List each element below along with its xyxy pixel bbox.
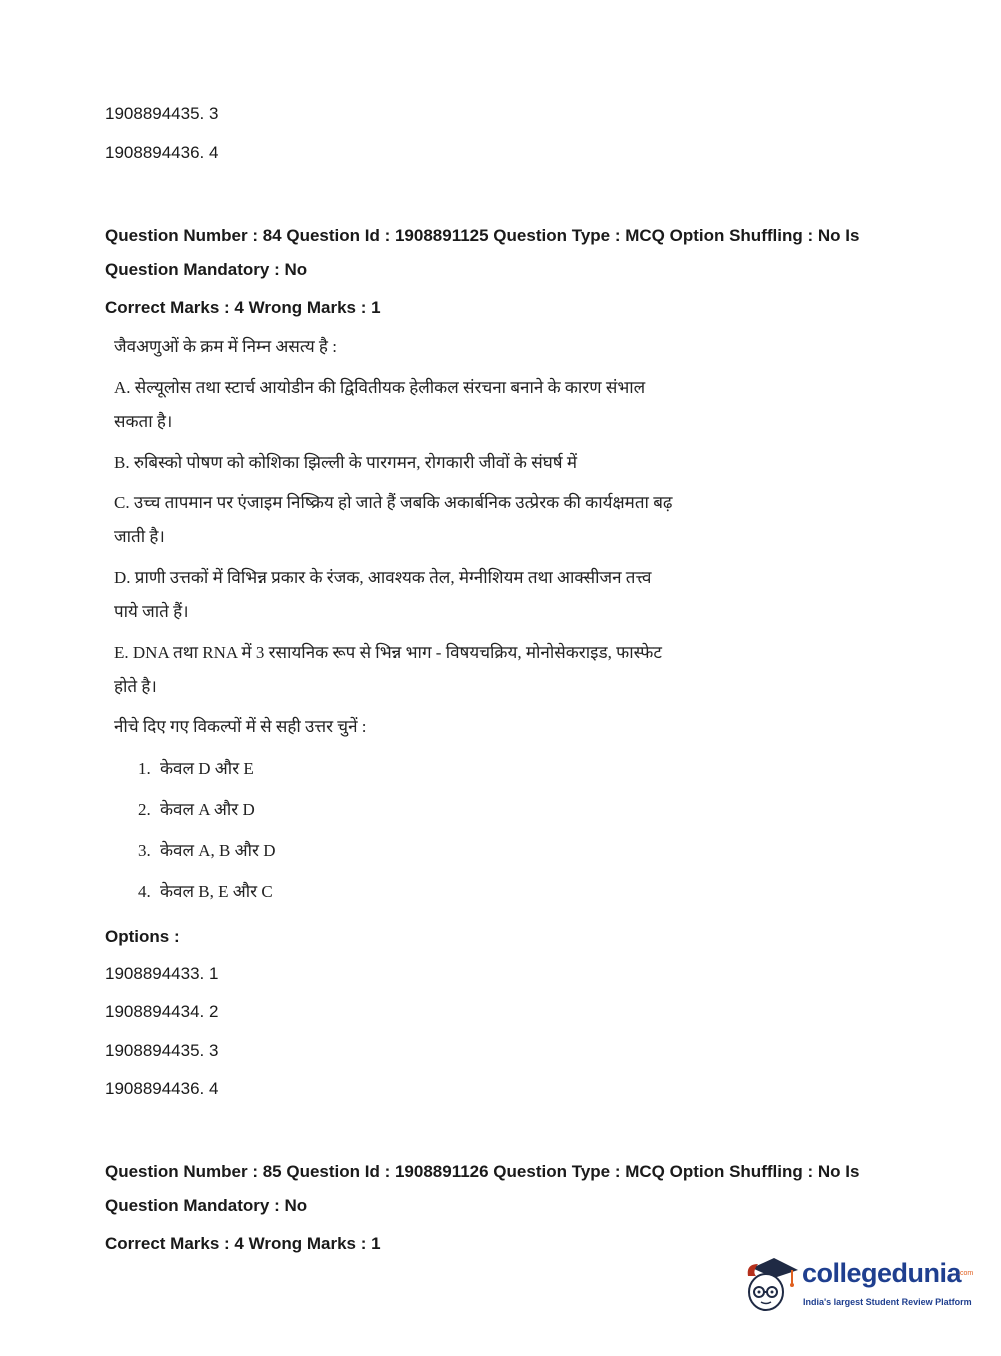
logo-domain: .com (958, 1270, 974, 1277)
choice-number: 4. (138, 882, 151, 901)
question-84-mandatory: Question Mandatory : No (105, 260, 308, 279)
statement-c-cont: जाती है। (114, 527, 165, 546)
mascot-icon (742, 1250, 800, 1316)
choice-number: 2. (138, 800, 151, 819)
instruction-text: नीचे दिए गए विकल्पों में से सही उत्तर चुनें : (114, 717, 367, 736)
choice-item (138, 797, 255, 820)
statement-c: C. उच्च तापमान पर एंजाइम निष्क्रिय हो जाते हैं जबकि अकार्बनिक उत्प्रेरक की कार्यक्षमता बढ़ (114, 493, 673, 512)
choice-number: 3. (138, 841, 151, 860)
logo-wordmark: collegedunia (802, 1258, 962, 1288)
option-line: 1908894436. 4 (105, 143, 219, 162)
statement-a-cont: सकता है। (114, 412, 173, 431)
question-84-marks: Correct Marks : 4 Wrong Marks : 1 (105, 298, 381, 317)
choice-item (138, 879, 273, 902)
question-85-mandatory: Question Mandatory : No (105, 1196, 308, 1215)
choice-number: 1. (138, 759, 151, 778)
options-label: Options : (105, 927, 180, 946)
choice-text: केवल A और D (160, 800, 255, 819)
question-85-header: Question Number : 85 Question Id : 1908891126 Question Type : MCQ Option Shuffling : No Is (105, 1162, 860, 1181)
statement-d: D. प्राणी उत्तकों में विभिन्न प्रकार के रंजक, आवश्यक तेल, मेग्नीशियम तथा आक्सीजन तत्त्व (114, 568, 652, 587)
statement-d-cont: पाये जाते हैं। (114, 602, 189, 621)
statement-e: E. DNA तथा RNA में 3 रसायनिक रूप से भिन्न भाग - विषयचक्रिय, मोनोसेकराइड, फास्फेट (114, 643, 662, 662)
statement-e-cont: होते है। (114, 677, 157, 696)
option-line: 1908894433. 1 (105, 964, 219, 983)
question-85-marks: Correct Marks : 4 Wrong Marks : 1 (105, 1234, 381, 1253)
collegedunia-logo (742, 1248, 974, 1320)
question-text: जैवअणुओं के क्रम में निम्न असत्य है : (114, 337, 337, 356)
option-line: 1908894435. 3 (105, 104, 219, 123)
choice-item (138, 756, 254, 779)
choice-item (138, 838, 276, 861)
logo-tagline: India's largest Student Review Platform (803, 1297, 972, 1307)
option-line: 1908894434. 2 (105, 1002, 219, 1021)
choice-text: केवल B, E और C (160, 882, 273, 901)
choice-text: केवल A, B और D (160, 841, 276, 860)
question-84-header: Question Number : 84 Question Id : 1908891125 Question Type : MCQ Option Shuffling : No Is (105, 226, 860, 245)
option-line: 1908894435. 3 (105, 1041, 219, 1060)
option-line: 1908894436. 4 (105, 1079, 219, 1098)
choice-text: केवल D और E (160, 759, 254, 778)
statement-b: B. रुबिस्को पोषण को कोशिका झिल्ली के पारगमन, रोगकारी जीवों के संघर्ष में (114, 453, 577, 472)
statement-a: A. सेल्यूलोस तथा स्टार्च आयोडीन की द्विवितीयक हेलीकल संरचना बनाने के कारण संभाल (114, 378, 646, 397)
